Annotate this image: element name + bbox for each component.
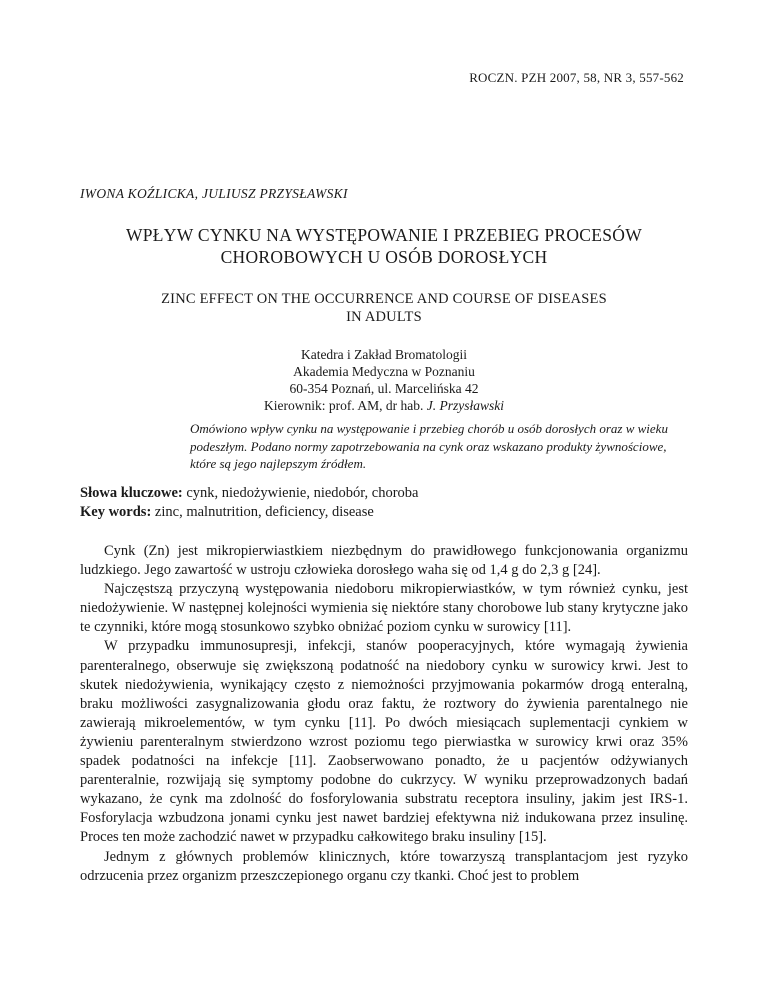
journal-citation: ROCZN. PZH 2007, 58, NR 3, 557-562 — [469, 70, 684, 85]
title-english-line-2: IN ADULTS — [346, 309, 422, 325]
keywords-polish-label: Słowa kluczowe: — [80, 485, 183, 501]
body-text — [80, 542, 688, 886]
authors: IWONA KOŹLICKA, JULIUSZ PRZYSŁAWSKI — [80, 186, 348, 201]
abstract-text: Omówiono wpływ cynku na występowanie i przebieg chorób u osób dorosłych oraz w wieku podeszłym. Podano normy zapotrzebowania na cynk oraz wskazano produkty żywnościowe, które są jego najlepszym źródłem. — [190, 421, 668, 471]
paragraph: Najczęstszą przyczyną występowania niedoboru mikropierwiastków, w tym również cynku, jest niedożywienie. W następnej kolejności wymienia się niektóre stany chorobowe lub stany krytyczne jako te czynniki, które mogą stosunkowo szybko obniżać poziom cynku w surowicy [11]. — [80, 581, 688, 636]
keywords-polish — [80, 484, 419, 503]
keywords-english — [80, 503, 419, 522]
affiliation-head — [0, 397, 768, 414]
paragraph: W przypadku immunosupresji, infekcji, stanów pooperacyjnych, które wymagają żywienia parenteralnego, obserwuje się zwiększoną podatność na niedobory cynku w surowicy krwi. Jest to skutek niedożywienia, wynikający często z niemożności przyjmowania pokarmów drogą enteralną, braku możliwości zasygnalizowania głodu oraz faktu, że roztwory do żywienia parentalnego nie zawierają mikroelementów, w tym cynku [11]. Po dwóch miesiącach suplementacji cynkiem w żywieniu parenteralnym stwierdzono wzrost poziomu tego pierwiastka w surowicy krwi oraz 35% spadek podatności na infekcje [11]. Zaobserwowano ponadto, że u pacjentów odżywianych parenteralnie, rozwijają się symptomy podobne do cukrzycy. W wyniku przeprowadzonych badań wykazano, że cynk ma zdolność do fosforylowania substratu receptora insuliny, jakim jest IRS-1. Fosforylacja wzbudzona jonami cynku jest nawet bardziej efektywna niż indukowana przez insulinę. Proces ten może zachodzić nawet w przypadku całkowitego braku insuliny [15]. — [80, 638, 688, 846]
keywords-polish-value: cynk, niedożywienie, niedobór, choroba — [182, 485, 419, 501]
title-english-line-1: ZINC EFFECT ON THE OCCURRENCE AND COURSE OF DISEASES — [161, 291, 607, 307]
keywords — [80, 484, 419, 522]
title-polish-line-2: CHOROBOWYCH U OSÓB DOROSŁYCH — [220, 247, 548, 267]
head-name: J. Przysławski — [426, 398, 504, 413]
paragraph: Cynk (Zn) jest mikropierwiastkiem niezbędnym do prawidłowego funkcjonowania organizmu ludzkiego. Jego zawartość w ustroju człowieka dorosłego waha się od 1,4 g do 2,3 g [24]. — [80, 543, 688, 579]
affiliation-university: Akademia Medyczna w Poznaniu — [293, 364, 475, 379]
head-label: Kierownik: prof. AM, dr hab. — [264, 398, 424, 413]
affiliation — [0, 346, 768, 414]
keywords-english-label: Key words: — [80, 504, 152, 520]
title-polish-line-1: WPŁYW CYNKU NA WYSTĘPOWANIE I PRZEBIEG PROCESÓW — [125, 225, 643, 245]
keywords-english-value: zinc, malnutrition, deficiency, disease — [151, 504, 374, 520]
title-polish — [0, 224, 768, 268]
abstract — [190, 420, 690, 473]
affiliation-address: 60-354 Poznań, ul. Marcelińska 42 — [289, 381, 479, 396]
paragraph: Jednym z głównych problemów klinicznych, które towarzyszą transplantacjom jest ryzyko odrzucenia przez organizm przeszczepionego organu czy tkanki. Choć jest to problem — [80, 848, 688, 884]
affiliation-department: Katedra i Zakład Bromatologii — [300, 347, 468, 362]
title-english — [0, 290, 768, 326]
